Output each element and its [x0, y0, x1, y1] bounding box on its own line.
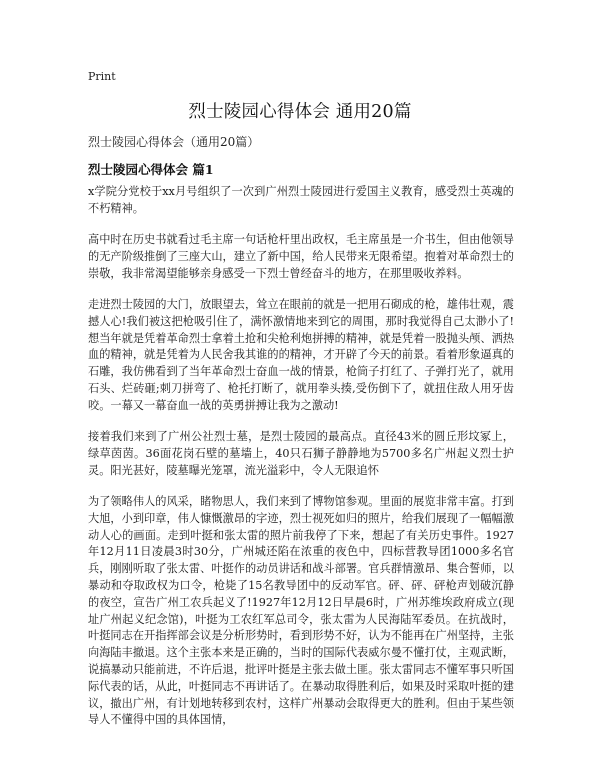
- section-heading: 烈士陵园心得体会 篇1: [88, 162, 214, 177]
- paragraph: x学院分党校于xx月号组织了一次到广州烈士陵园进行爱国主义教育，感受烈士英魂的不朽精神。: [88, 185, 514, 215]
- article-body: [88, 184, 514, 744]
- print-label[interactable]: Print: [88, 70, 116, 83]
- paragraph: 走进烈士陵园的大门，放眼望去，耸立在眼前的就是一把用石砌成的枪，雄伟壮观，震撼人心!我们被这把枪吸引住了，满怀激情地来到它的周围，那时我觉得自己太渺小了!想当年就是凭着革命烈士拿着土抢和尖枪利炮拼搏的精神，就是凭着一股抛头颅、洒热血的精神，就是凭着为人民舍我其谁的的精神，才开辟了今天的前景。看着形象逼真的石雕，我仿佛看到了当年革命烈士奋血一战的情景，枪筒子打红了、子弹打光了，就用石头、烂砖砸;刺刀拼弯了、枪托打断了，就用拳头揍,受伤倒下了，就扭住敌人用牙齿咬。一幕又一幕奋血一战的英勇拼搏让我为之激动!: [88, 297, 514, 412]
- document-title: 烈士陵园心得体会 通用20篇: [188, 102, 412, 122]
- paragraph: 高中时在历史书就看过毛主席一句话枪杆里出政权，毛主席虽是一介书生，但由他领导的无产阶级推倒了三座大山，建立了新中国，给人民带来无限希望。抱着对革命烈士的崇敬，我非常渴望能够亲身感受一下烈士曾经奋斗的地方，在那里吸收养料。: [88, 233, 514, 280]
- document-subtitle: 烈士陵园心得体会（通用20篇）: [88, 135, 260, 149]
- paragraph: 为了领略伟人的风采，睹物思人，我们来到了博物馆参观。里面的展览非常丰富。打到大旭，小到印章，伟人慷慨激昂的字迹，烈士视死如归的照片，给我们展现了一幅幅激动人心的画面。走到叶挺和张太雷的照片前我停了下来，想起了有关历史事件。1927年12月11日凌晨3时30分，广州城还陷在浓重的夜色中，四标营教导团1000多名官兵，刚刚听取了张太雷、叶挺作的动员讲话和战斗部署。官兵群情激昂、集合誓师，以暴动和夺取政权为口令，枪毙了15名教导团中的反动军官。砰、砰、砰枪声划破沉静的夜空，宣告广州工农兵起义了!1927年12月12日早晨6时，广州苏维埃政府成立(现址广州起义纪念馆)，叶挺为工农红军总司令，张太雷为人民海陆军委员。在抗战时，叶挺同志在开指挥部会议是分析形势时，看到形势不好，认为不能再在广州坚持，主张向海陆丰撤退。这个主张本来是正确的，当时的国际代表威尔曼不懂打仗，主观武断，说搞暴动只能前进，不许后退，批评叶挺是主张去做土匪。张太雷同志不懂军事只听国际代表的话，从此，叶挺同志不再讲话了。在暴动取得胜利后，如果及时采取叶挺的建议，撤出广州，有计划地转移到农村，这样广州暴动会取得更大的胜利。但由于某些领导人不懂得中国的具体国情，: [88, 494, 514, 727]
- paragraph: 接着我们来到了广州公社烈士墓，是烈士陵园的最高点。直径43米的圆丘形坟冢上，绿草茵茵。36面花岗石壁的墓墙上，40只石狮子静静地为5700多名广州起义烈士护灵。阳光甚好，陵墓曝光笼罩，流光溢彩中，令人无限追怀: [88, 430, 514, 477]
